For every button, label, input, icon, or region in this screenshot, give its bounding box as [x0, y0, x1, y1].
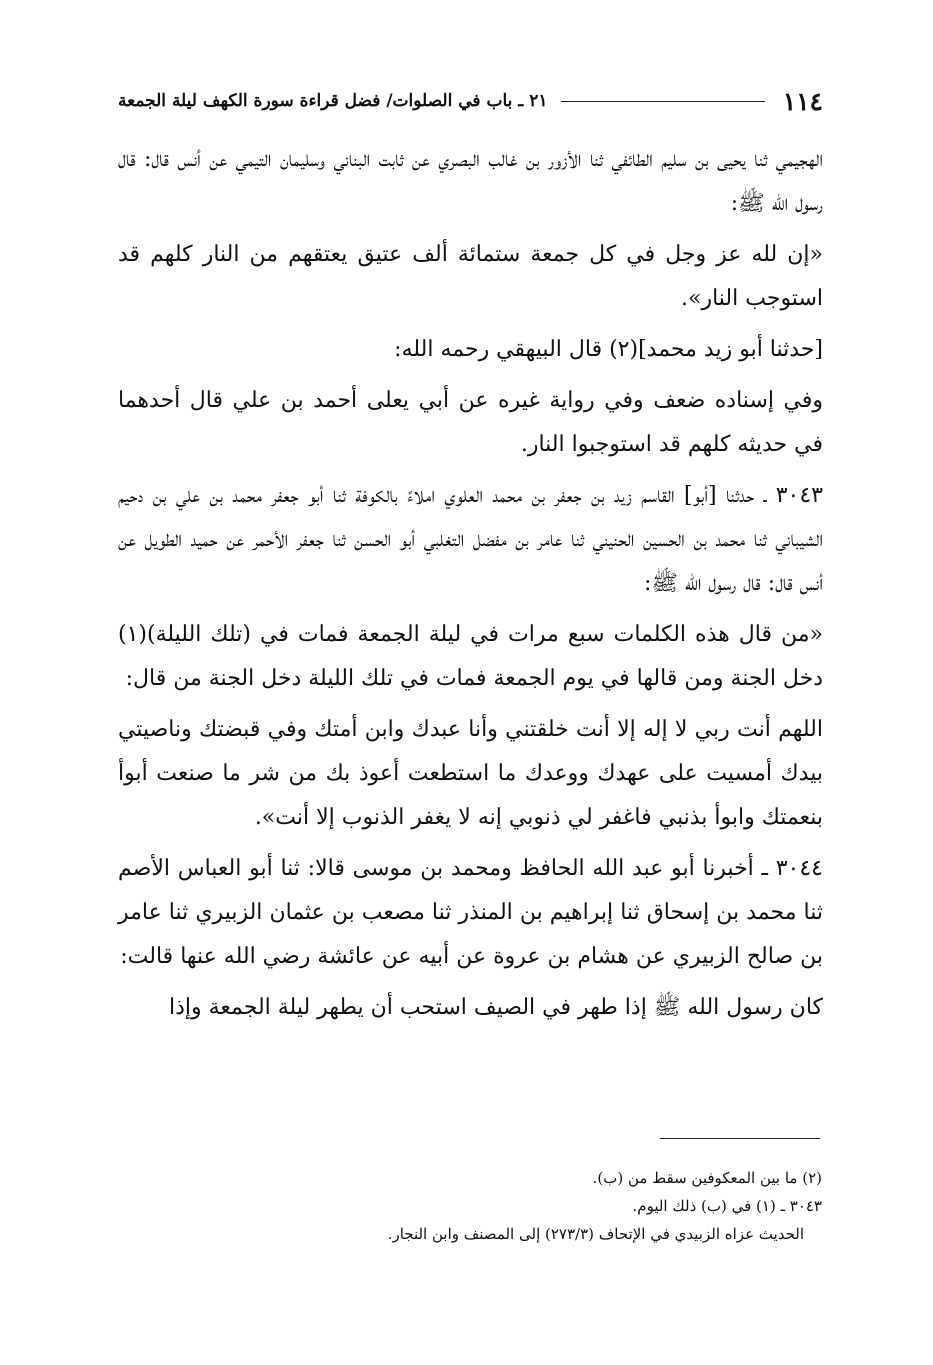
page-number: ١١٤: [782, 86, 823, 116]
footnote-separator: [660, 1138, 820, 1139]
paragraph-hadith-3044-text: كان رسول الله ﷺ إذا طهر في الصيف استحب أن يطهر ليلة الجمعة وإذا: [168, 995, 823, 1020]
header-rule: [561, 101, 764, 102]
main-text: [118, 138, 823, 1037]
paragraph-hadith-3043-text: «من قال هذه الكلمات سبع مرات في ليلة الجمعة فمات في (تلك الليلة)(١) دخل الجنة ومن قالها في يوم الجمعة فمات في تلك الليلة دخل الجنة من قال:: [118, 622, 823, 691]
running-title: ٢١ ـ باب في الصلوات/ فضل قراءة سورة الكهف ليلة الجمعة: [118, 91, 548, 111]
footnote-3043-source: الحديث عزاه الزبيدي في الإتحاف (٢٧٣/٣) إلى المصنف وابن النجار.: [387, 1225, 804, 1243]
footnotes: [200, 1164, 822, 1248]
paragraph-hadith-3043-chain: ٣٠٤٣ ـ حدثنا [أبو] القاسم زيد بن جعفر بن محمد العلوي املاءً بالكوفة ثنا أبو جعفر محمد بن علي بن دحيم الشيباني ثنا محمد بن الحسين الحنيني ثنا عامر بن مفضل التغلبي أبو الحسن ثنا جعفر الأحمر عن حميد الطويل عن أنس قال: قال رسول الله ﷺ:: [118, 483, 823, 596]
footnote-3043: ٣٠٤٣ ـ (١) في (ب) ذلك اليوم.: [632, 1197, 822, 1215]
paragraph-supplication: اللهم أنت ربي لا إله إلا أنت خلقتني وأنا عبدك وابن أمتك وفي قبضتك وناصيتي بيدك أمسيت على عهدك ووعدك ما استطعت أعوذ بك من شر ما صنعت أبوأ بنعمتك وابوأ بذنبي فاغفر لي ذنوبي إنه لا يغفر الذنوب إلا أنت».: [118, 717, 823, 830]
page-header: [118, 86, 823, 116]
paragraph-hadith-3044-chain: ٣٠٤٤ ـ أخبرنا أبو عبد الله الحافظ ومحمد بن موسى قالا: ثنا أبو العباس الأصم ثنا محمد بن إسحاق ثنا إبراهيم بن المنذر ثنا مصعب بن عثمان الزبيري ثنا عامر بن صالح الزبيري عن هشام بن عروة عن أبيه عن عائشة رضي الله عنها قالت:: [118, 856, 823, 969]
footnote-2: (٢) ما بين المعكوفين سقط من (ب).: [592, 1169, 822, 1187]
paragraph-isnad-comment: وفي إسناده ضعف وفي رواية غيره عن أبي يعلى أحمد بن علي قال أحدهما في حديثه كلهم قد استوجبوا النار.: [118, 388, 823, 457]
paragraph-hadith-text: «إن لله عز وجل في كل جمعة ستمائة ألف عتيق يعتقهم من النار كلهم قد استوجب النار».: [118, 242, 823, 311]
paragraph-chain-continuation: الهجيمي ثنا يحيى بن سليم الطائفي ثنا الأزور بن غالب البصري عن ثابت البناني وسليمان التيمي عن أنس قال: قال رسول الله ﷺ:: [118, 147, 823, 216]
paragraph-bayhaqi-note: [حدثنا أبو زيد محمد](٢) قال البيهقي رحمه الله:: [394, 337, 823, 362]
